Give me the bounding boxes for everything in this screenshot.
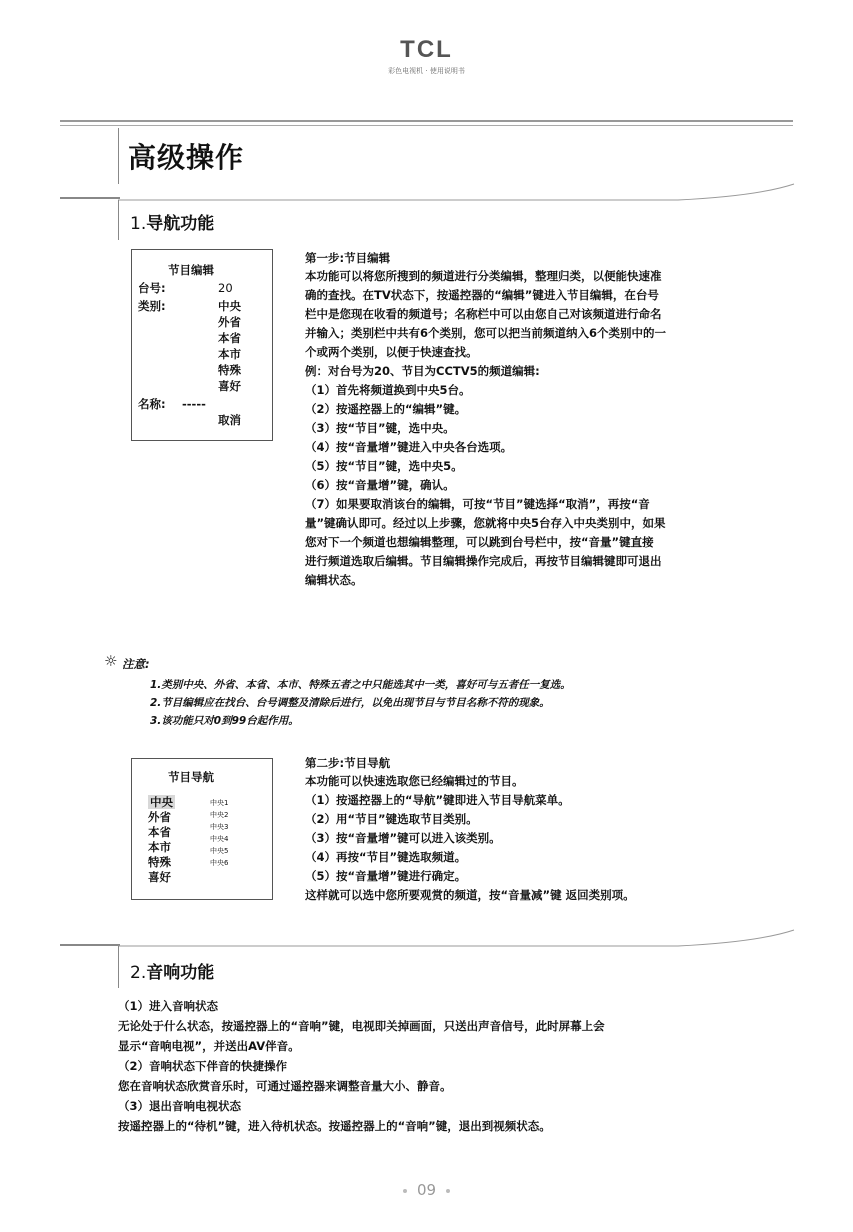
section-heading — [130, 209, 214, 234]
program-nav-menu — [131, 758, 273, 900]
brand-logo: TCL — [400, 36, 453, 63]
step1-line: 您对下一个频道也想编辑整理，可以跳到台号栏中，按“音量”键直接 — [305, 535, 654, 549]
nav-category-item: 特殊 — [148, 855, 171, 869]
divider-swoosh — [118, 926, 798, 950]
note-item: 2.节目编辑应在找台、台号调整及清除后进行，以免出现节目与节目名称不符的现象。 — [150, 697, 550, 709]
category-item: 特殊 — [218, 363, 241, 377]
notes-title: 注意: — [122, 657, 150, 671]
step1-block — [305, 250, 795, 590]
step1-line: 栏中是您现在收看的频道号；名称栏中可以由您自己对该频道进行命名 — [305, 307, 662, 321]
nav-category-item: 本省 — [148, 825, 171, 839]
name-value: ----- — [182, 397, 206, 411]
step2-body — [305, 772, 795, 905]
category-item: 喜好 — [218, 379, 241, 393]
step2-line: （5）按“音量增”键进行确定。 — [305, 869, 467, 883]
section-divider — [60, 944, 120, 946]
category-item: 中央 — [218, 299, 241, 313]
section-label: 导航功能 — [146, 214, 215, 234]
step1-line: （4）按“音量增”键进入中央各台选项。 — [305, 440, 513, 454]
step1-title: 第一步:节目编辑 — [305, 251, 391, 265]
step2-block — [305, 755, 795, 905]
nav-program-item: 中央3 — [210, 823, 229, 831]
section-divider — [60, 197, 120, 199]
category-item: 外省 — [218, 315, 241, 329]
channel-value: 20 — [218, 281, 233, 295]
header-subtitle: 彩色电视机 · 使用说明书 — [388, 67, 465, 75]
step1-line: （2）按遥控器上的“编辑”键。 — [305, 402, 467, 416]
step1-line: 确的查找。在TV状态下，按遥控器的“编辑”键进入节目编辑，在台号 — [305, 288, 659, 302]
step2-line: （3）按“音量增”键可以进入该类别。 — [305, 831, 501, 845]
audio-item-text: 按遥控器上的“待机”键，进入待机状态。按遥控器上的“音响”键，退出到视频状态。 — [118, 1119, 551, 1133]
step2-line: （1）按遥控器上的“导航”键即进入节目导航菜单。 — [305, 793, 570, 807]
category-item: 本省 — [218, 331, 241, 345]
note-item: 3.该功能只对0到99台起作用。 — [150, 715, 299, 727]
category-item: 本市 — [218, 347, 241, 361]
step1-line: 量”键确认即可。经过以上步骤，您就将中央5台存入中央类别中，如果 — [305, 516, 666, 530]
page-dot — [446, 1189, 450, 1193]
section-number: 1. — [130, 214, 147, 234]
audio-item-title: （2）音响状态下伴音的快捷操作 — [118, 1059, 287, 1073]
notes-list — [150, 676, 571, 730]
nav-category-selected: 中央 — [150, 795, 173, 809]
step2-title: 第二步:节目导航 — [305, 756, 391, 770]
step1-line: 进行频道选取后编辑。节目编辑操作完成后，再按节目编辑键即可退出 — [305, 554, 662, 568]
nav-program-item: 中央5 — [210, 847, 229, 855]
name-label: 名称: — [138, 397, 166, 411]
channel-label: 台号: — [138, 281, 166, 295]
step1-line: 个或两个类别，以便于快速查找。 — [305, 345, 478, 359]
page-title: 高级操作 — [128, 141, 245, 174]
page-number-text: 09 — [416, 1181, 437, 1199]
nav-category-item: 本市 — [148, 840, 171, 854]
step2-line: 本功能可以快速选取您已经编辑过的节目。 — [305, 774, 524, 788]
nav-program-list — [210, 797, 228, 869]
nav-category-list — [148, 795, 175, 885]
nav-category-item: 喜好 — [148, 870, 171, 884]
section-bar — [118, 946, 119, 988]
step1-line: 本功能可以将您所搜到的频道进行分类编辑，整理归类，以便能快速准 — [305, 269, 662, 283]
audio-item-text: 显示“音响电视”，并送出AV伴音。 — [118, 1039, 300, 1053]
page-dot — [403, 1189, 407, 1193]
audio-item-text: 您在音响状态欣赏音乐时，可通过遥控器来调整音量大小、静音。 — [118, 1079, 452, 1093]
step1-line: （6）按“音量增”键，确认。 — [305, 478, 455, 492]
section-bar — [118, 200, 119, 240]
nav-program-item: 中央4 — [210, 835, 229, 843]
step2-line: 这样就可以选中您所要观赏的频道，按“音量减”键 返回类别项。 — [305, 888, 635, 902]
title-bar — [118, 128, 119, 184]
step1-body — [305, 267, 795, 590]
section-number: 2. — [130, 963, 147, 983]
section-heading — [130, 958, 214, 983]
audio-item-text: 无论处于什么状态，按遥控器上的“音响”键，电视即关掉画面，只送出声音信号，此时屏幕上会 — [118, 1019, 605, 1033]
step1-line: （5）按“节目”键，选中央5。 — [305, 459, 463, 473]
step1-line: 例：对台号为20、节目为CCTV5的频道编辑: — [305, 364, 540, 378]
step1-line: （3）按“节目”键，选中央。 — [305, 421, 455, 435]
nav-program-item: 中央6 — [210, 859, 229, 867]
step2-line: （4）再按“节目”键选取频道。 — [305, 850, 467, 864]
audio-item-title: （3）退出音响电视状态 — [118, 1099, 242, 1113]
menu-title: 节目编辑 — [168, 263, 214, 277]
note-sun-icon: ☼ — [104, 652, 118, 670]
cancel-option: 取消 — [218, 413, 241, 427]
top-rule — [60, 120, 793, 122]
audio-block — [118, 996, 808, 1136]
program-edit-menu — [131, 249, 273, 441]
nav-program-item: 中央1 — [210, 799, 229, 807]
step1-line: （1）首先将频道换到中央5台。 — [305, 383, 471, 397]
top-rule-thin — [60, 125, 793, 126]
step1-line: （7）如果要取消该台的编辑，可按“节目”键选择“取消”，再按“音 — [305, 497, 650, 511]
step1-line: 编辑状态。 — [305, 573, 363, 587]
page-number — [0, 1181, 853, 1199]
category-label: 类别: — [138, 299, 166, 313]
nav-menu-title: 节目导航 — [168, 770, 214, 784]
audio-item-title: （1）进入音响状态 — [118, 999, 219, 1013]
note-item: 1.类别中央、外省、本省、本市、特殊五者之中只能选其中一类，喜好可与五者任一复选。 — [150, 679, 571, 691]
step2-line: （2）用“节目”键选取节目类别。 — [305, 812, 478, 826]
nav-category-item: 外省 — [148, 810, 171, 824]
nav-program-item: 中央2 — [210, 811, 229, 819]
step1-line: 并输入；类别栏中共有6个类别，您可以把当前频道纳入6个类别中的一 — [305, 326, 666, 340]
category-list — [218, 298, 241, 394]
divider-swoosh — [118, 180, 798, 204]
section-label: 音响功能 — [146, 963, 215, 983]
